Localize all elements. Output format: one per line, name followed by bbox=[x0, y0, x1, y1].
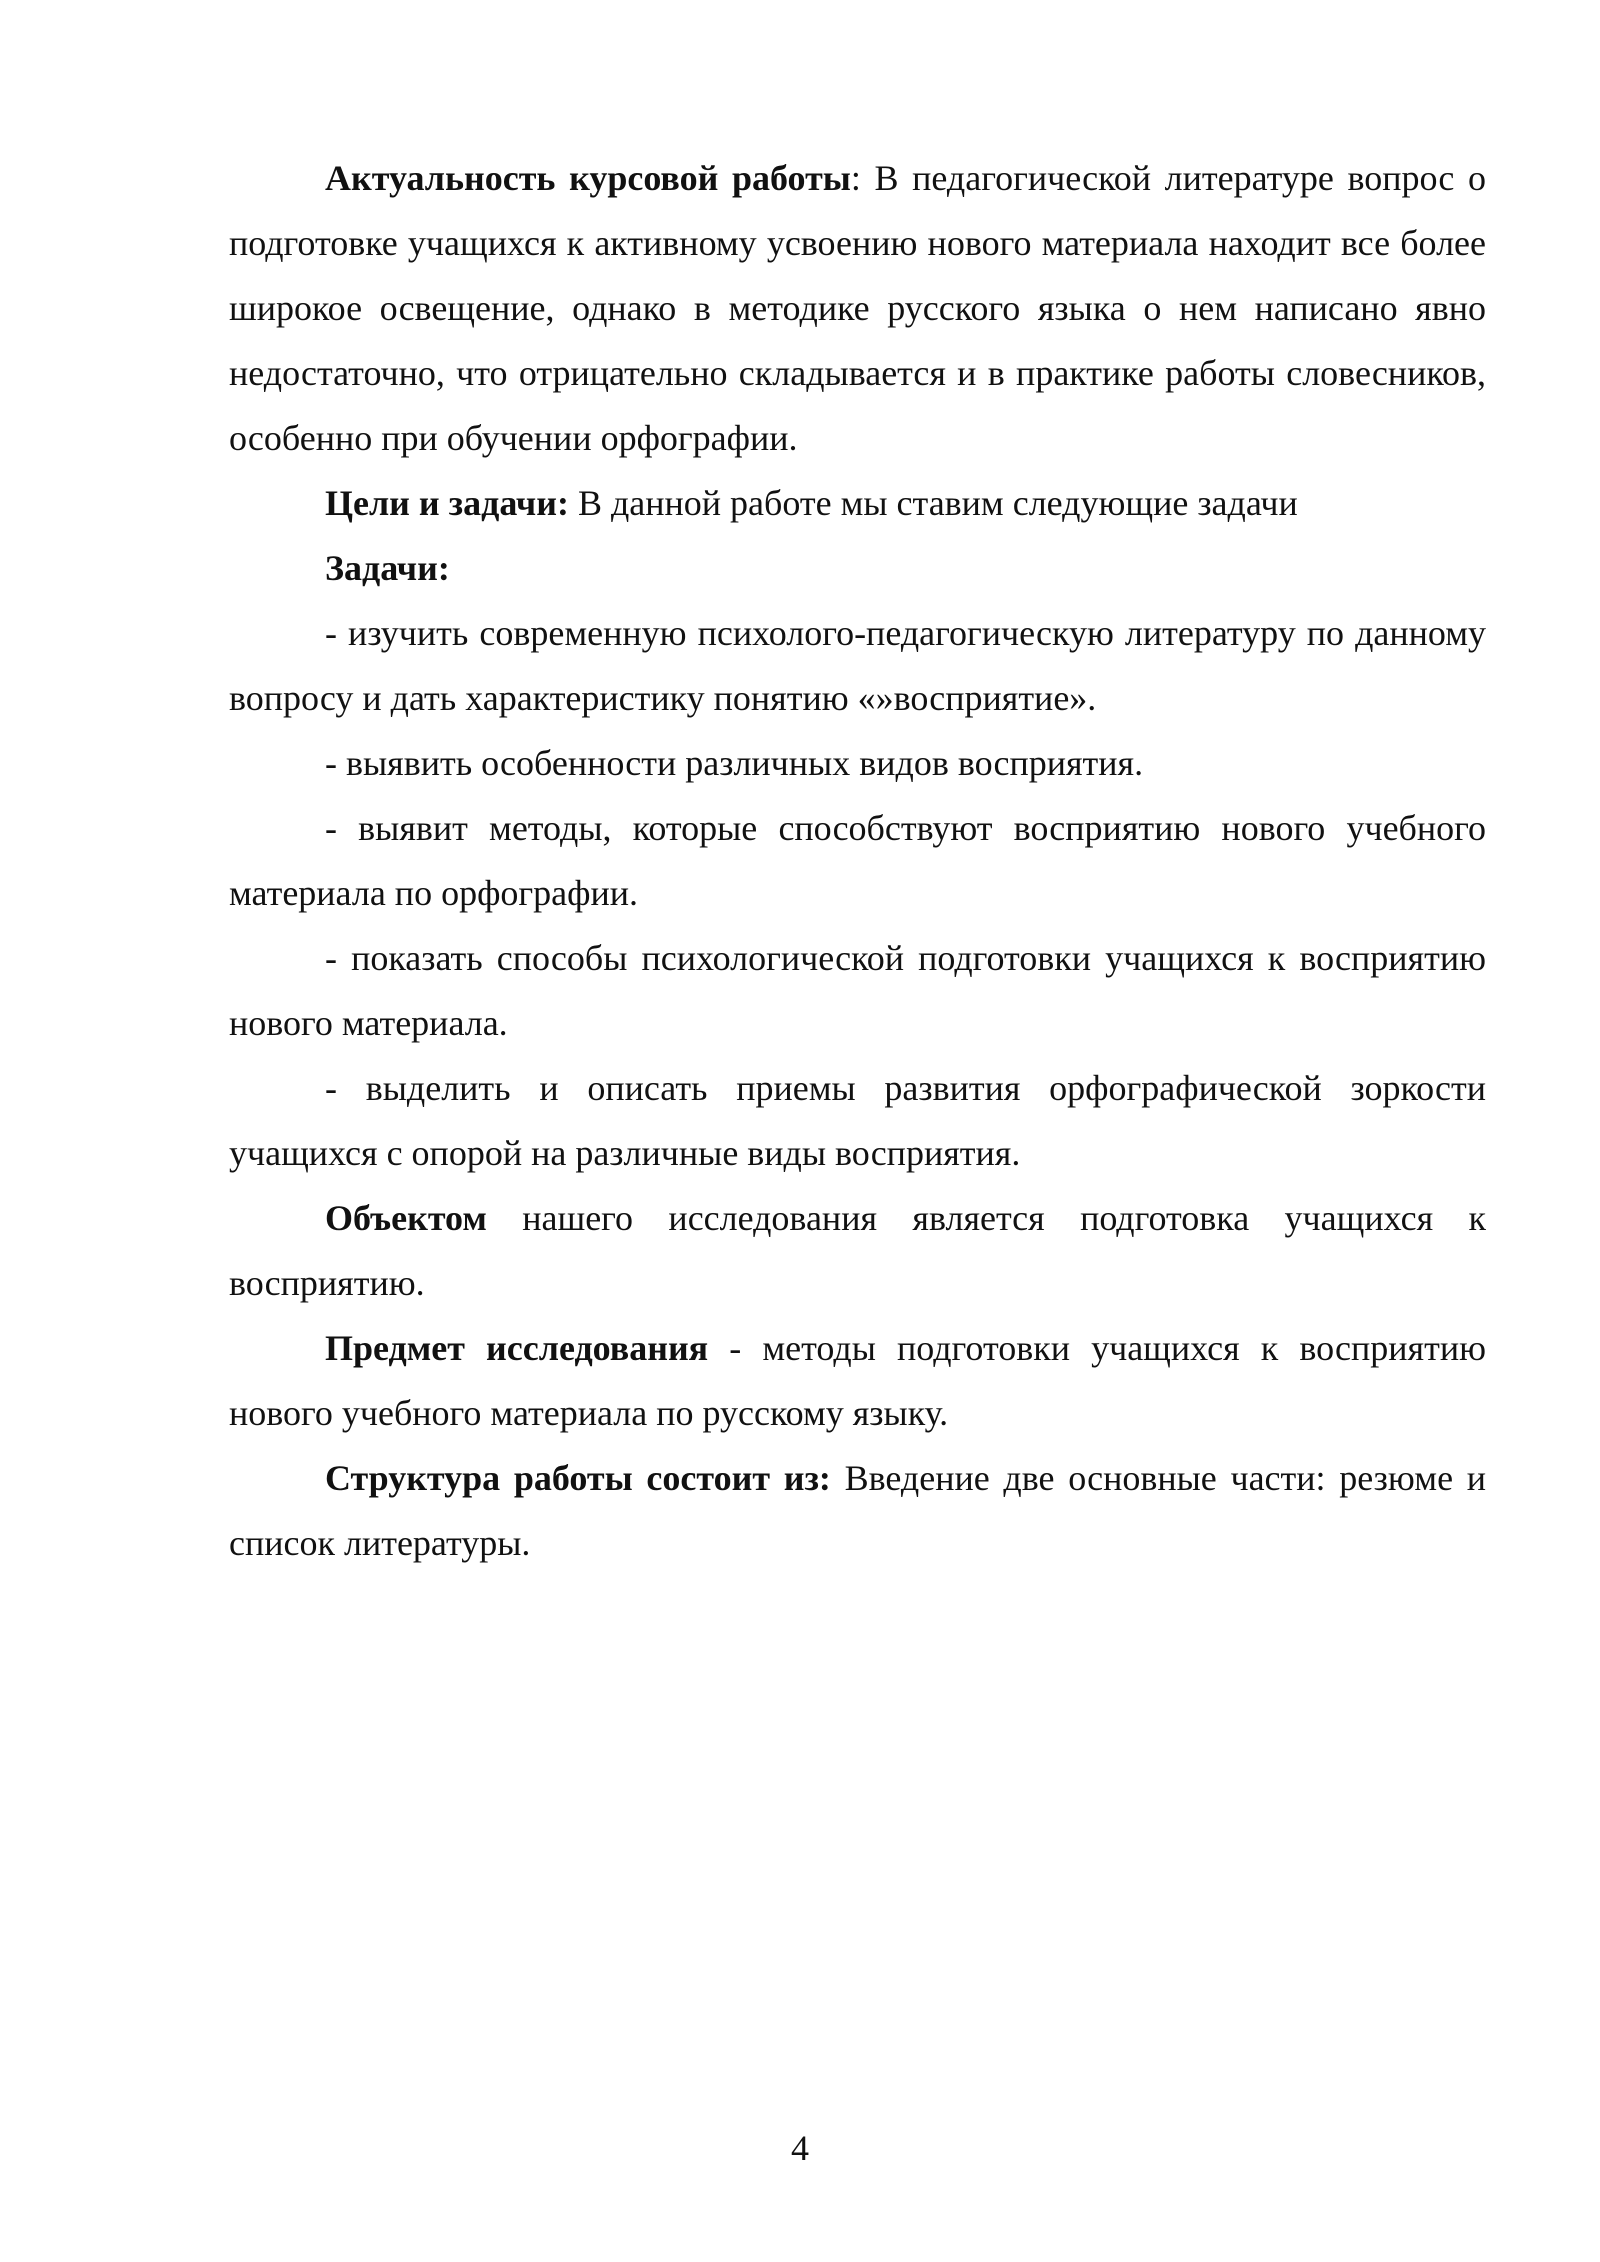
paragraph-subject-text: - методы подготовки учащихся к восприятию нового учебного материала по русскому языку. bbox=[229, 1328, 1487, 1433]
task-item-text: - показать способы психологической подготовки учащихся к восприятию нового материала. bbox=[229, 938, 1486, 1043]
tasks-heading: Задачи: bbox=[325, 548, 450, 588]
task-item bbox=[229, 731, 1486, 796]
task-item bbox=[229, 601, 1486, 731]
paragraph-object-text: нашего исследования является подготовка учащихся к восприятию. bbox=[229, 1198, 1486, 1303]
paragraph-object bbox=[229, 1186, 1486, 1316]
paragraph-structure bbox=[229, 1446, 1486, 1576]
task-item-text: - выделить и описать приемы развития орфографической зоркости учащихся с опорой на различные виды восприятия. bbox=[229, 1068, 1486, 1173]
task-item bbox=[229, 1056, 1486, 1186]
paragraph-tasks-heading bbox=[229, 536, 1486, 601]
paragraph-subject bbox=[229, 1316, 1486, 1446]
paragraph-goals bbox=[229, 471, 1486, 536]
task-item bbox=[229, 796, 1486, 926]
task-item-text: - выявит методы, которые способствуют восприятию нового учебного материала по орфографии. bbox=[229, 808, 1486, 913]
page-number: 4 bbox=[791, 2128, 809, 2168]
task-item bbox=[229, 926, 1486, 1056]
paragraph-object-heading: Объектом bbox=[325, 1198, 487, 1238]
task-item-text: - изучить современную психолого-педагогическую литературу по данному вопросу и дать характеристику понятию «»восприятие». bbox=[229, 613, 1486, 718]
paragraph-structure-heading: Структура работы состоит из: bbox=[325, 1458, 831, 1498]
paragraph-structure-text: Введение две основные части: резюме и список литературы. bbox=[229, 1458, 1487, 1563]
paragraph-goals-heading: Цели и задачи: bbox=[325, 483, 569, 523]
paragraph-relevance-text: : В педагогической литературе вопрос о подготовке учащихся к активному усвоению нового материала находит все более широкое освещение, однако в методике русского языка о нем написано явно недостаточно, что отрицательно складывается и в практике работы словесников, особенно при обучении орфографии. bbox=[229, 158, 1487, 458]
paragraph-subject-heading: Предмет исследования bbox=[325, 1328, 709, 1368]
paragraph-relevance-heading: Актуальность курсовой работы bbox=[325, 158, 851, 198]
task-item-text: - выявить особенности различных видов восприятия. bbox=[325, 743, 1144, 783]
paragraph-goals-text: В данной работе мы ставим следующие задачи bbox=[568, 483, 1298, 523]
body-text bbox=[229, 146, 1486, 1576]
paragraph-relevance bbox=[229, 146, 1486, 471]
